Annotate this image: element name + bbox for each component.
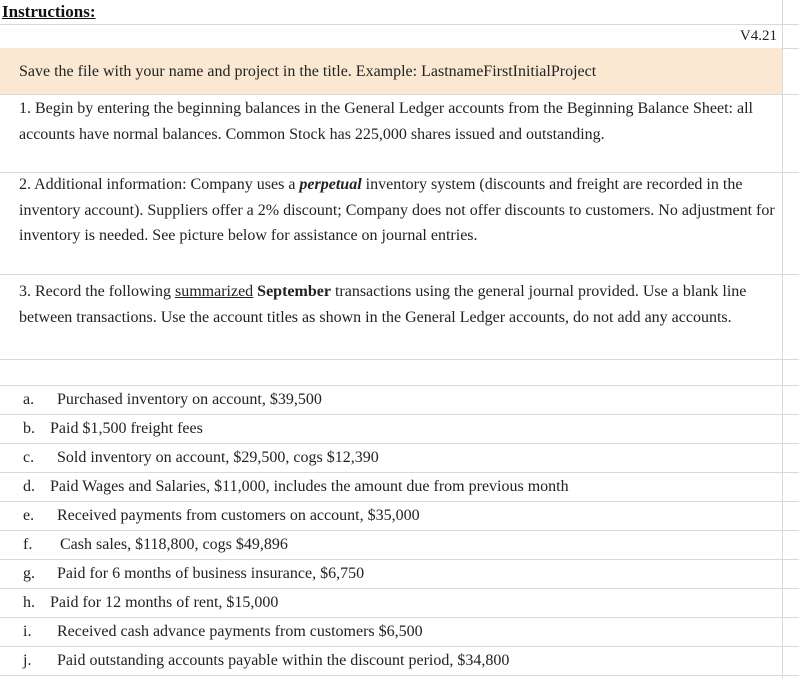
- transaction-item: [23, 594, 278, 612]
- grid-line: [0, 472, 799, 473]
- step-2-text: 2. Additional information: Company uses a: [19, 176, 300, 193]
- page-title: Instructions:: [2, 2, 96, 21]
- transaction-letter: g.: [23, 565, 35, 582]
- grid-line: [0, 501, 799, 502]
- grid-line: [0, 617, 799, 618]
- grid-line: [0, 646, 799, 647]
- grid-line: [0, 559, 799, 560]
- transaction-item: [23, 507, 420, 525]
- transaction-item: [23, 565, 364, 583]
- step-3-text-rest: transactions using the general journal provided. Use a blank line between transactions. Use the account titles as shown in the General Ledger accounts, do not add any accounts.: [19, 283, 747, 326]
- grid-line: [0, 588, 799, 589]
- grid-line: [0, 385, 799, 386]
- step-3-month: September: [257, 283, 331, 300]
- transaction-text: Received payments from customers on account, $35,000: [57, 507, 420, 524]
- step-2-emphasis: perpetual: [299, 176, 362, 193]
- step-3-text: 3. Record the following: [19, 283, 175, 300]
- save-note: Save the file with your name and project in the title. Example: LastnameFirstInitialProject: [19, 63, 597, 80]
- version-label: V4.21: [739, 28, 777, 44]
- transaction-text: Sold inventory on account, $29,500, cogs $12,390: [57, 449, 379, 466]
- transaction-item: [23, 391, 322, 409]
- transaction-text: Cash sales, $118,800, cogs $49,896: [60, 536, 288, 553]
- step-2: [19, 172, 781, 249]
- grid-line: [782, 0, 783, 678]
- transaction-text: Paid outstanding accounts payable within the discount period, $34,800: [57, 652, 510, 669]
- grid-line: [0, 530, 799, 531]
- grid-line: [0, 274, 799, 275]
- grid-line: [0, 24, 799, 25]
- transaction-item: [23, 420, 203, 438]
- grid-line: [0, 414, 799, 415]
- transaction-letter: e.: [23, 507, 35, 524]
- transaction-letter: j.: [23, 652, 32, 669]
- transaction-text: Received cash advance payments from customers $6,500: [57, 623, 423, 640]
- transaction-text: Paid for 6 months of business insurance, $6,750: [57, 565, 365, 582]
- grid-line: [0, 94, 799, 95]
- transaction-item: [23, 478, 569, 496]
- grid-line: [0, 359, 799, 360]
- grid-line: [0, 675, 799, 676]
- step-3: [19, 279, 781, 330]
- transaction-letter: h.: [23, 594, 35, 611]
- step-3-underline: summarized: [174, 283, 254, 300]
- transaction-letter: i.: [23, 623, 32, 640]
- step-1: 1. Begin by entering the beginning balances in the General Ledger accounts from the Beginning Balance Sheet: all accounts have normal balances. Common Stock has 225,000 shares issued and outstanding.: [19, 100, 753, 143]
- transaction-text: Paid $1,500 freight fees: [50, 420, 203, 437]
- transaction-letter: a.: [23, 391, 35, 408]
- transaction-item: [23, 449, 379, 467]
- transaction-letter: c.: [23, 449, 35, 466]
- transaction-text: Purchased inventory on account, $39,500: [57, 391, 322, 408]
- transaction-item: [23, 652, 509, 670]
- transaction-item: [23, 623, 423, 641]
- transaction-letter: b.: [23, 420, 35, 437]
- transaction-letter: f.: [23, 536, 33, 553]
- transaction-text: Paid for 12 months of rent, $15,000: [50, 594, 279, 611]
- transaction-item: [23, 536, 288, 554]
- grid-line: [0, 443, 799, 444]
- step-2-text-rest: inventory system (discounts and freight are recorded in the inventory account). Suppliers offer a 2% discount; Company does not offer discounts to customers. No adjustment for inventory is needed. See picture below for assistance on journal entries.: [19, 176, 775, 244]
- transaction-text: Paid Wages and Salaries, $11,000, includes the amount due from previous month: [50, 478, 569, 495]
- transaction-letter: d.: [23, 478, 35, 495]
